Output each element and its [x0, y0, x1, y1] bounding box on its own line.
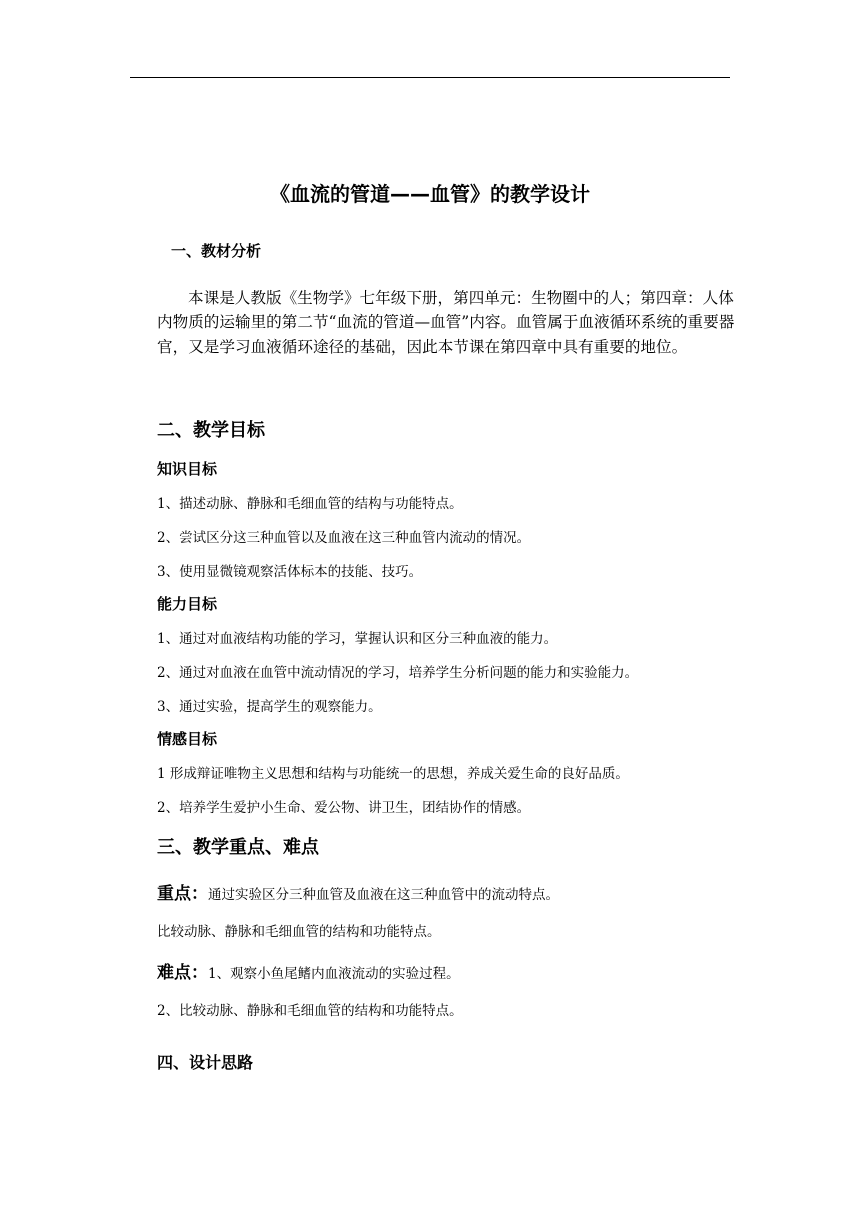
difficult-point-label: 难点：	[157, 963, 208, 983]
knowledge-objectives-heading: 知识目标	[157, 460, 218, 478]
knowledge-item-3: 3、使用显微镜观察活体标本的技能、技巧。	[157, 564, 423, 580]
key-point-line-2: 比较动脉、静脉和毛细血管的结构和功能特点。	[157, 924, 441, 940]
key-point-label: 重点：	[157, 884, 208, 904]
section-heading-analysis: 一、教材分析	[171, 242, 262, 260]
ability-item-2: 2、通过对血液在血管中流动情况的学习，培养学生分析问题的能力和实验能力。	[157, 665, 639, 681]
section-heading-design: 四、设计思路	[157, 1053, 254, 1072]
emotion-item-1: 1 形成辩证唯物主义思想和结构与功能统一的思想，养成关爱生命的良好品质。	[157, 766, 629, 782]
ability-objectives-heading: 能力目标	[157, 595, 218, 613]
section-heading-key-difficult: 三、教学重点、难点	[157, 837, 319, 858]
header-rule	[130, 77, 730, 78]
key-point-line	[157, 879, 559, 904]
ability-item-3: 3、通过实验，提高学生的观察能力。	[157, 699, 382, 715]
difficult-point-text: 1、观察小鱼尾鳍内血液流动的实验过程。	[208, 966, 460, 982]
section-heading-objectives: 二、教学目标	[157, 420, 265, 441]
difficult-point-line	[157, 958, 460, 983]
document-title: 《血流的管道——血管》的教学设计	[270, 182, 590, 206]
knowledge-item-1: 1、描述动脉、静脉和毛细血管的结构与功能特点。	[157, 496, 463, 512]
emotion-objectives-heading: 情感目标	[157, 730, 218, 748]
key-point-text: 通过实验区分三种血管及血液在这三种血管中的流动特点。	[208, 887, 559, 903]
ability-item-1: 1、通过对血液结构功能的学习，掌握认识和区分三种血液的能力。	[157, 631, 558, 647]
emotion-item-2: 2、培养学生爱护小生命、爱公物、讲卫生，团结协作的情感。	[157, 800, 531, 816]
difficult-point-line-2: 2、比较动脉、静脉和毛细血管的结构和功能特点。	[157, 1003, 463, 1019]
knowledge-item-2: 2、尝试区分这三种血管以及血液在这三种血管内流动的情况。	[157, 530, 531, 546]
analysis-paragraph: 本课是人教版《生物学》七年级下册，第四单元：生物圈中的人；第四章：人体内物质的运输里的第二节“血流的管道—血管”内容。血管属于血液循环系统的重要器官，又是学习血液循环途径的基础，因此本节课在第四章中具有重要的地位。	[157, 289, 735, 356]
